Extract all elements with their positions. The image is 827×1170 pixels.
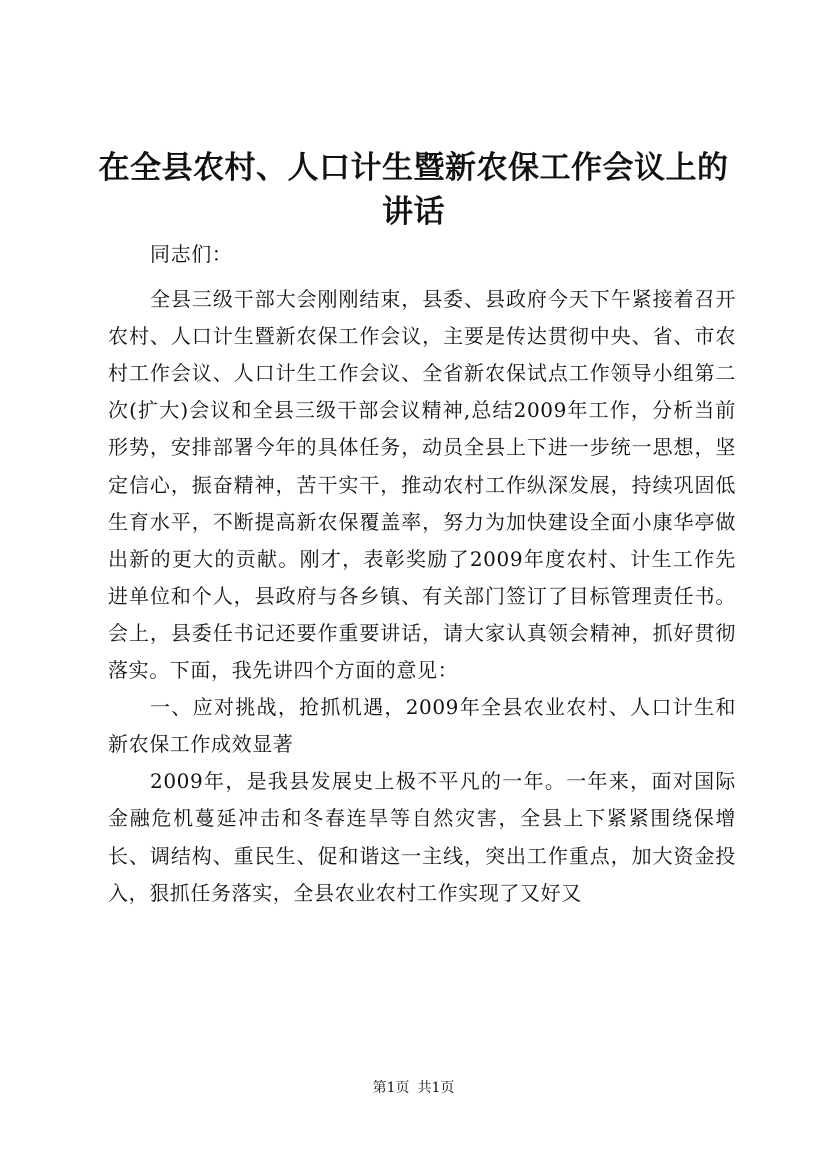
page-footer — [0, 1078, 827, 1098]
page-number: 第1页 — [372, 1080, 410, 1096]
document-body — [108, 236, 736, 912]
document-title: 在全县农村、人口计生暨新农保工作会议上的讲话 — [98, 150, 729, 230]
salutation: 同志们： — [150, 242, 233, 266]
section-heading-1: 一、应对挑战，抢抓机遇，2009年全县农业农村、人口计生和新农保工作成效显著 — [108, 695, 736, 757]
body-paragraph-2009: 2009年，是我县发展史上极不平凡的一年。一年来，面对国际金融危机蔓延冲击和冬春连旱等自然灾害，全县上下紧紧围绕保增长、调结构、重民生、促和谐这一主线，突出工作重点，加大资金投入，狠抓任务落实，全县农业农村工作实现了又好又 — [108, 769, 736, 905]
body-paragraph-intro: 全县三级干部大会刚刚结束，县委、县政府今天下午紧接着召开农村、人口计生暨新农保工作会议，主要是传达贯彻中央、省、市农村工作会议、人口计生工作会议、全省新农保试点工作领导小组第二次(扩大)会议和全县三级干部会议精神,总结2009年工作，分析当前形势，安排部署今年的具体任务，动员全县上下进一步统一思想，坚定信心，振奋精神，苦干实干，推动农村工作纵深发展，持续巩固低生育水平，不断提高新农保覆盖率，努力为加快建设全面小康华亭做出新的更大的贡献。刚才，表彰奖励了2009年度农村、计生工作先进单位和个人，县政府与各乡镇、有关部门签订了目标管理责任书。会上，县委任书记还要作重要讲话，请大家认真领会精神，抓好贯彻落实。下面，我先讲四个方面的意见： — [108, 287, 736, 683]
page-total: 共1页 — [417, 1080, 455, 1096]
